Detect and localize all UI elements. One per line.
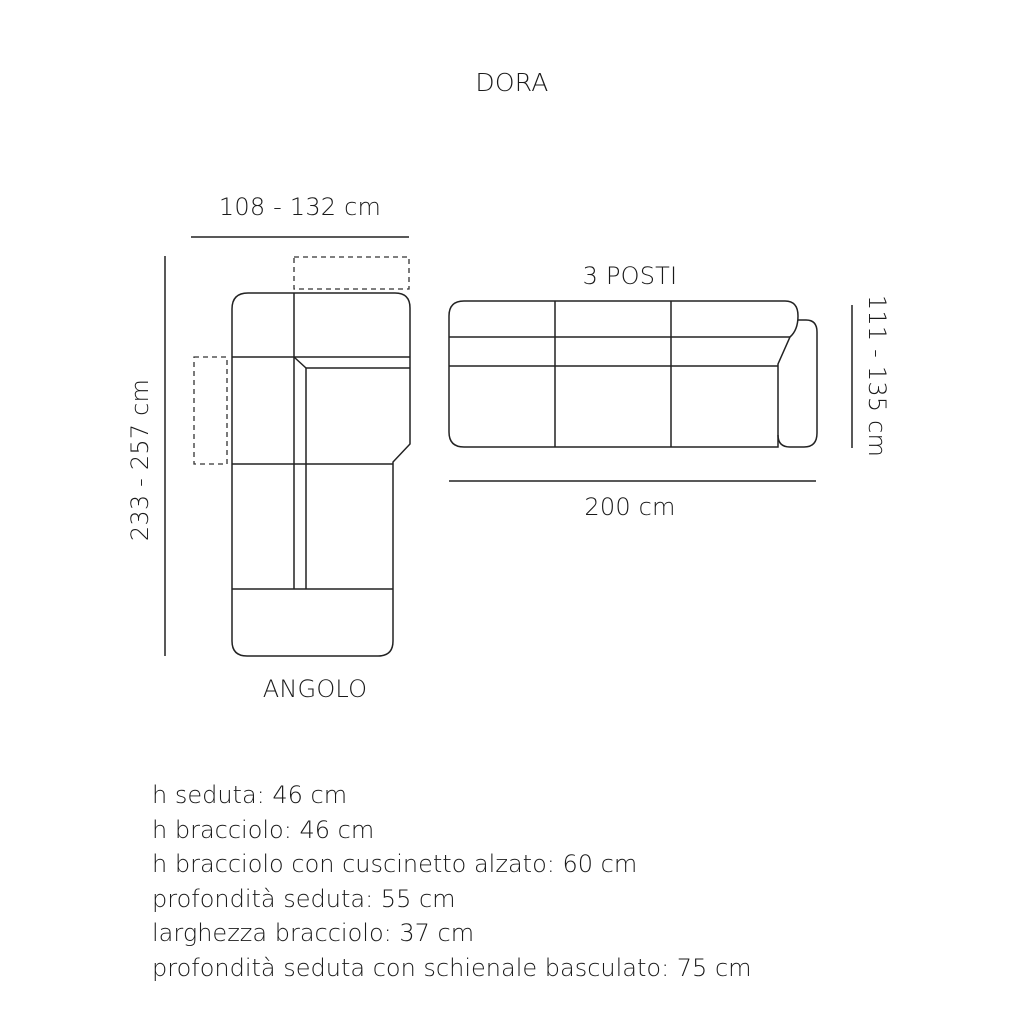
three-seater-armrest (778, 320, 817, 447)
three-seater-outline (449, 301, 798, 447)
corner-mitre-line (294, 357, 306, 368)
product-title: DORA (475, 68, 549, 97)
corner-module-label: ANGOLO (262, 675, 368, 703)
three-seater-module (449, 301, 817, 447)
corner-outline (232, 293, 410, 656)
three-seater-label: 3 POSTI (582, 262, 678, 290)
corner-side-backrest-outline (194, 357, 227, 464)
spec-item: larghezza bracciolo: 37 cm (152, 919, 475, 947)
specifications-list (152, 778, 752, 985)
corner-module (194, 257, 410, 656)
three-seater-depth-label: 111 - 135 cm (863, 294, 891, 458)
corner-tilting-backrest-outline (294, 257, 409, 289)
spec-item: h bracciolo con cuscinetto alzato: 60 cm (152, 850, 638, 878)
corner-width-label: 108 - 132 cm (218, 193, 382, 221)
spec-item: profondità seduta: 55 cm (152, 884, 456, 913)
three-seater-width-label: 200 cm (584, 493, 676, 521)
corner-length-label: 233 - 257 cm (126, 378, 154, 542)
spec-item: h seduta: 46 cm (152, 781, 348, 809)
spec-item: profondità seduta con schienale basculato: 75 cm (152, 953, 752, 982)
spec-item: h bracciolo: 46 cm (152, 815, 375, 844)
